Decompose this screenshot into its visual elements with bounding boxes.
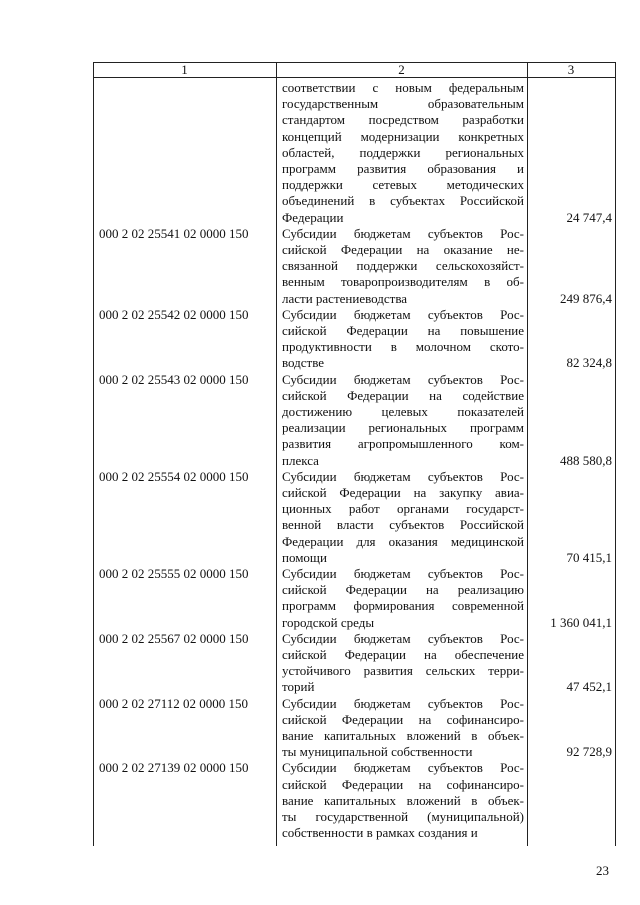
header-col-1: 1: [181, 62, 188, 77]
description-line: помощи: [282, 549, 327, 565]
row-amount: 1 360 041,1: [550, 614, 612, 630]
row-description: [282, 469, 524, 566]
budget-code: 000 2 02 27139 02 0000 150: [99, 760, 249, 776]
row-amount: 70 415,1: [566, 549, 612, 565]
description-line: сийской Федерации на содействие: [282, 387, 524, 403]
description-line: стандартом посредством разработки: [282, 112, 524, 128]
row-amount: 82 324,8: [566, 355, 612, 371]
description-line: сийской Федерации на софинансиро-: [282, 776, 524, 792]
page-number: 23: [596, 863, 609, 878]
table-row: [93, 696, 616, 761]
table-row: [93, 469, 616, 566]
description-line: достижению целевых показателей: [282, 403, 524, 419]
table-row: [93, 226, 616, 307]
row-description: [282, 80, 524, 226]
table-header-border: [93, 77, 616, 78]
description-line: городской среды: [282, 614, 375, 630]
description-line: объединений в субъектах Российской: [282, 193, 524, 209]
description-line: вание капитальных вложений в объек-: [282, 792, 524, 808]
description-line: развития агропромышленного ком-: [282, 436, 524, 452]
description-line: водстве: [282, 355, 325, 371]
description-line: Федерации: [282, 209, 344, 225]
description-line: венной власти субъектов Российской: [282, 517, 524, 533]
description-line: Субсидии бюджетам субъектов Рос-: [282, 566, 524, 581]
description-line: ты муниципальной собственности: [282, 744, 473, 760]
budget-code: 000 2 02 27112 02 0000 150: [99, 695, 249, 711]
row-amount: 488 580,8: [560, 452, 612, 468]
description-line: сийской Федерации на софинансиро-: [282, 711, 524, 727]
row-amount: 249 876,4: [560, 290, 612, 306]
description-line: реализации региональных программ: [282, 420, 524, 436]
description-line: поддержки сетевых методических: [282, 177, 524, 193]
description-line: сийской Федерации на оказание не-: [282, 241, 524, 257]
budget-code: 000 2 02 25542 02 0000 150: [99, 306, 249, 322]
table-row: [93, 760, 616, 841]
description-line: венным товаропроизводителям в об-: [282, 274, 524, 290]
description-line: торий: [282, 679, 315, 695]
table-row: [93, 566, 616, 631]
row-description: [282, 760, 524, 841]
budget-code: 000 2 02 25567 02 0000 150: [99, 630, 249, 646]
description-line: вание капитальных вложений в объек-: [282, 727, 524, 743]
description-line: государственным образовательным: [282, 96, 524, 112]
budget-code: 000 2 02 25555 02 0000 150: [99, 566, 249, 581]
row-amount: 92 728,9: [566, 744, 612, 760]
description-line: Субсидии бюджетам субъектов Рос-: [282, 306, 524, 322]
description-line: ласти растениеводства: [282, 290, 408, 306]
description-line: областей, поддержки региональных: [282, 144, 524, 160]
description-line: сийской Федерации на повышение: [282, 322, 524, 338]
description-line: сийской Федерации на обеспечение: [282, 646, 524, 662]
table-row: [93, 307, 616, 372]
row-description: [282, 631, 524, 696]
row-description: [282, 566, 524, 631]
row-description: [282, 226, 524, 307]
description-line: Субсидии бюджетам субъектов Рос-: [282, 760, 524, 776]
description-line: ционных работ органами государст-: [282, 501, 524, 517]
description-line: продуктивности в молочном ското-: [282, 339, 524, 355]
table-row: [93, 631, 616, 696]
description-line: ты государственной (муниципальной): [282, 808, 524, 824]
description-line: Субсидии бюджетам субъектов Рос-: [282, 371, 524, 387]
row-amount: 47 452,1: [566, 679, 612, 695]
budget-code: 000 2 02 25541 02 0000 150: [99, 225, 249, 241]
description-line: сийской Федерации на реализацию: [282, 582, 524, 598]
table-row: [93, 80, 616, 226]
description-line: Федерации для оказания медицинской: [282, 533, 524, 549]
table-row: [93, 372, 616, 469]
header-col-3: 3: [567, 62, 575, 77]
description-line: Субсидии бюджетам субъектов Рос-: [282, 630, 524, 646]
description-line: Субсидии бюджетам субъектов Рос-: [282, 468, 524, 484]
description-line: концепций модернизации конкретных: [282, 128, 524, 144]
description-line: Субсидии бюджетам субъектов Рос-: [282, 695, 524, 711]
description-line: устойчивого развития сельских терри-: [282, 663, 524, 679]
description-line: соответствии с новым федеральным: [282, 80, 524, 95]
description-line: плекса: [282, 452, 319, 468]
budget-code: 000 2 02 25543 02 0000 150: [99, 371, 249, 387]
description-line: программ развития образования и: [282, 160, 524, 176]
header-col-2: 2: [398, 62, 405, 77]
budget-code: 000 2 02 25554 02 0000 150: [99, 468, 249, 484]
description-line: связанной поддержки сельскохозяйст-: [282, 258, 524, 274]
description-line: программ формирования современной: [282, 598, 524, 614]
row-amount: 24 747,4: [566, 209, 612, 225]
row-description: [282, 372, 524, 469]
row-description: [282, 307, 524, 372]
description-line: сийской Федерации на закупку авиа-: [282, 484, 524, 500]
description-line: собственности в рамках создания и: [282, 825, 478, 841]
row-description: [282, 696, 524, 761]
description-line: Субсидии бюджетам субъектов Рос-: [282, 225, 524, 241]
